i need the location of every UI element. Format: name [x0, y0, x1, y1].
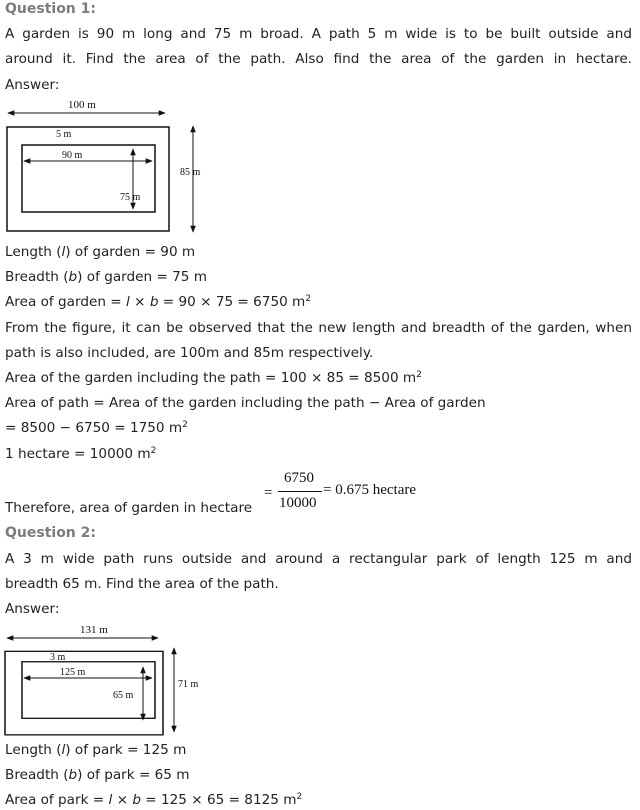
hectare-fraction — [264, 470, 434, 520]
park-outer-height-label: 71 m — [178, 679, 199, 690]
park-breadth-prefix: Breadth ( — [5, 767, 69, 783]
including-exponent: 2 — [416, 370, 422, 380]
park-length-symbol: l — [61, 742, 66, 758]
park-breadth-suffix: ) of park = 65 m — [77, 767, 190, 783]
question-2-heading: Question 2: — [5, 525, 96, 541]
fraction-result: = 0.675 hectare — [323, 482, 417, 498]
hectare-text: 1 hectare = 10000 m — [5, 446, 151, 462]
including-text: Area of the garden including the path = 100 × 85 = 8500 m — [5, 370, 417, 386]
length-prefix: Length ( — [5, 244, 62, 260]
breadth-prefix: Breadth ( — [5, 269, 69, 285]
inner-length-label: 90 m — [62, 150, 83, 161]
park-area-prefix: Area of park = — [5, 792, 109, 808]
q1-hectare-line — [5, 445, 156, 463]
park-inner-breadth-label: 65 m — [113, 690, 134, 701]
park-area-times: × — [112, 792, 133, 808]
q1-path-area-line: Area of path = Area of the garden including the path − Area of garden — [5, 395, 486, 411]
park-length-prefix: Length ( — [5, 742, 62, 758]
area-l-symbol: l — [125, 294, 130, 310]
park-inner-length-label: 125 m — [60, 667, 86, 678]
fraction-equals: = — [264, 485, 273, 501]
q2-length-line — [5, 741, 186, 759]
breadth-symbol: b — [68, 269, 78, 285]
breadth-suffix: ) of garden = 75 m — [77, 269, 208, 285]
question-2-text-line-2: breadth 65 m. Find the area of the path. — [5, 576, 279, 592]
path-width-label: 5 m — [56, 129, 72, 140]
question-1-heading: Question 1: — [5, 1, 96, 17]
path-result-exponent: 2 — [182, 420, 188, 430]
hectare-exponent: 2 — [150, 446, 157, 456]
q1-therefore-line: Therefore, area of garden in hectare — [5, 500, 253, 516]
outer-width-label: 100 m — [68, 99, 96, 111]
fraction-bar — [278, 491, 322, 492]
question-1-text-line-1: A garden is 90 m long and 75 m broad. A path 5 m wide is to be built outside and — [5, 26, 632, 42]
park-area-b-symbol: b — [132, 792, 141, 808]
park-outer-rect — [5, 651, 163, 735]
park-path-width-label: 3 m — [50, 652, 66, 663]
area-b-symbol: b — [149, 294, 159, 310]
q1-path-result-line — [5, 419, 188, 437]
park-inner-rectangle — [22, 662, 155, 719]
park-area-l-symbol: l — [108, 792, 113, 808]
q1-area-line — [5, 293, 311, 311]
length-symbol: l — [61, 244, 66, 260]
q1-observe-line-2: path is also included, are 100m and 85m respectively. — [5, 345, 374, 361]
area-prefix: Area of garden = — [5, 294, 126, 310]
q1-including-line — [5, 369, 422, 387]
outer-rectangle — [7, 127, 169, 231]
q2-area-line — [5, 791, 302, 809]
question-1-text-line-2: around it. Find the area of the path. Also find the area of the garden in hectare. — [5, 51, 632, 67]
q2-breadth-line — [5, 766, 190, 784]
question-2-text-line-1: A 3 m wide path runs outside and around a rectangular park of length 125 m and — [5, 551, 632, 567]
park-area-rest: = 125 × 65 = 8125 m — [140, 792, 297, 808]
question-2-answer-label: Answer: — [5, 601, 60, 617]
park-figure — [0, 620, 220, 740]
area-times: × — [129, 294, 150, 310]
fraction-numerator: 6750 — [284, 470, 314, 486]
park-area-exponent: 2 — [296, 792, 303, 802]
length-suffix: ) of garden = 90 m — [65, 244, 196, 260]
path-result-text: = 8500 − 6750 = 1750 m — [5, 420, 183, 436]
question-1-answer-label: Answer: — [5, 77, 60, 93]
inner-breadth-label: 75 m — [120, 192, 141, 203]
park-outer-width-label: 131 m — [80, 624, 108, 636]
park-breadth-symbol: b — [68, 767, 78, 783]
area-exponent: 2 — [305, 294, 312, 304]
q1-breadth-line — [5, 268, 207, 286]
garden-figure — [0, 95, 220, 245]
fraction-denominator: 10000 — [279, 495, 317, 511]
q1-observe-line-1: From the figure, it can be observed that the new length and breadth of the garden, when — [5, 320, 632, 336]
q1-length-line — [5, 243, 195, 261]
outer-height-label: 85 m — [180, 167, 201, 178]
area-rest: = 90 × 75 = 6750 m — [158, 294, 306, 310]
park-length-suffix: ) of park = 125 m — [65, 742, 187, 758]
